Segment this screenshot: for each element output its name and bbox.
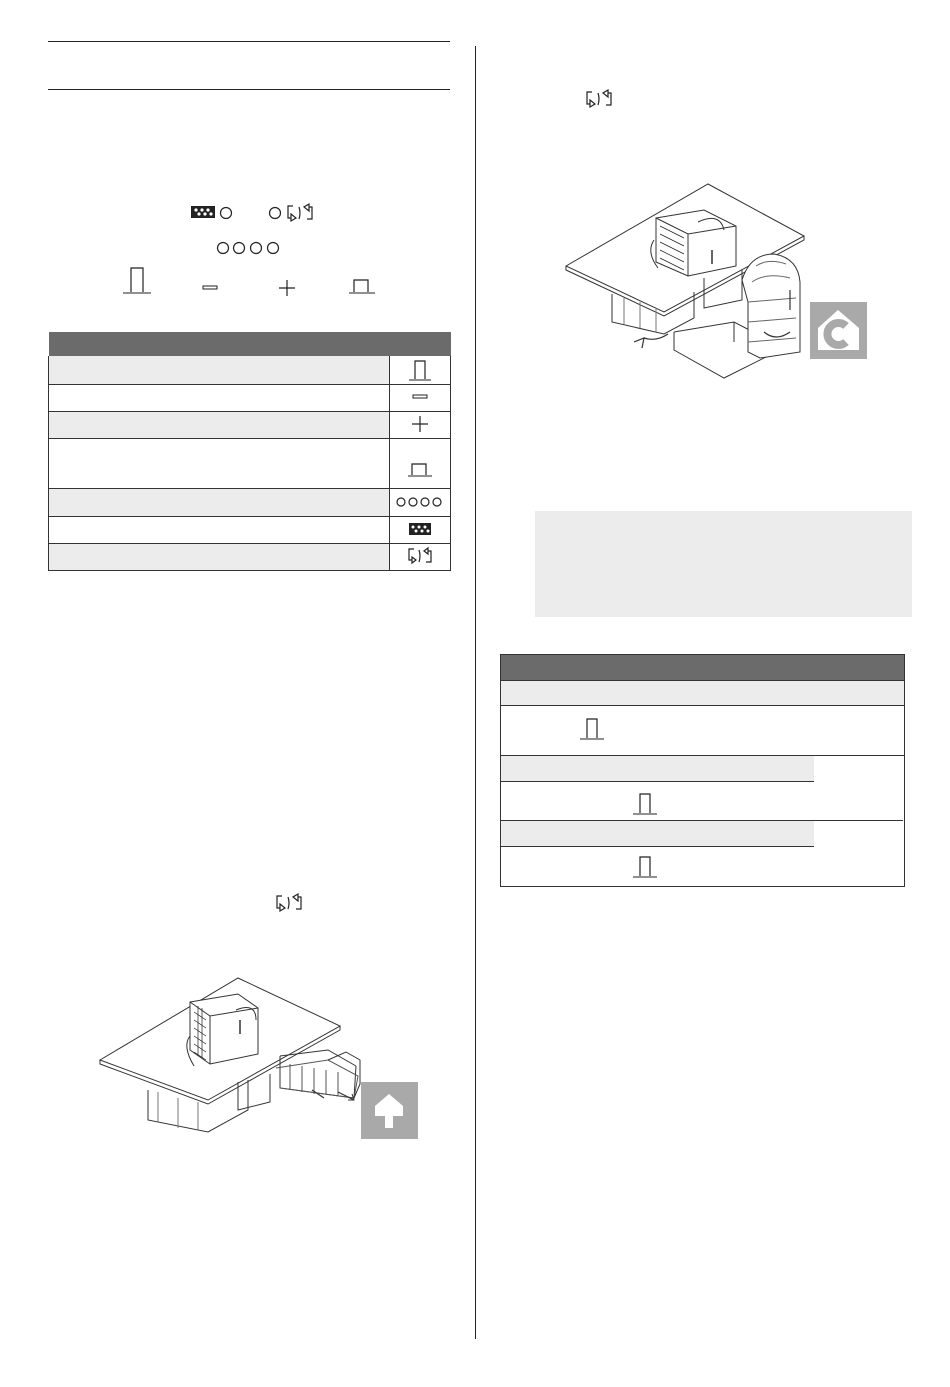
speed-leds-icon (395, 496, 445, 508)
recirculation-mode-illustration (564, 182, 814, 382)
table-row (501, 706, 904, 756)
table-row (501, 681, 904, 706)
controls-legend-table (48, 332, 451, 571)
on-off-icon (408, 358, 432, 382)
recirculation-icon (285, 203, 315, 223)
table-header (501, 655, 904, 681)
extraction-badge-icon (361, 1082, 418, 1139)
boost-icon (348, 276, 376, 296)
table-row (501, 756, 814, 782)
table-row (501, 847, 814, 886)
recirculation-indicator-light (268, 206, 282, 220)
plus-icon (411, 415, 429, 433)
settings-table (500, 654, 905, 887)
recirculation-icon (407, 547, 433, 565)
recirculation-icon (274, 893, 304, 913)
minus-icon (202, 284, 220, 292)
recirculation-icon (584, 89, 614, 109)
table-row (49, 384, 451, 411)
grease-filter-icon (190, 204, 218, 220)
table-row (501, 782, 814, 821)
table-row (49, 516, 451, 543)
table-row (49, 543, 451, 570)
speed-indicator-icon (215, 240, 285, 256)
table-row (49, 488, 451, 516)
table-row (49, 411, 451, 438)
on-off-icon (122, 264, 152, 296)
filter-indicator-light (219, 206, 233, 220)
note-box (535, 511, 912, 617)
plus-icon (278, 279, 296, 297)
table-header (49, 332, 451, 356)
on-off-icon (579, 716, 605, 742)
recirculation-badge-icon (810, 302, 867, 359)
on-off-icon (632, 854, 658, 880)
table-row (501, 821, 814, 847)
table-row (49, 356, 451, 384)
column-divider (475, 46, 476, 1339)
top-rule (48, 41, 450, 42)
on-off-icon (632, 791, 658, 817)
grease-filter-icon (408, 522, 432, 536)
table-row (49, 438, 451, 488)
boost-icon (407, 461, 433, 479)
minus-icon (412, 394, 428, 400)
section-rule (48, 89, 450, 90)
